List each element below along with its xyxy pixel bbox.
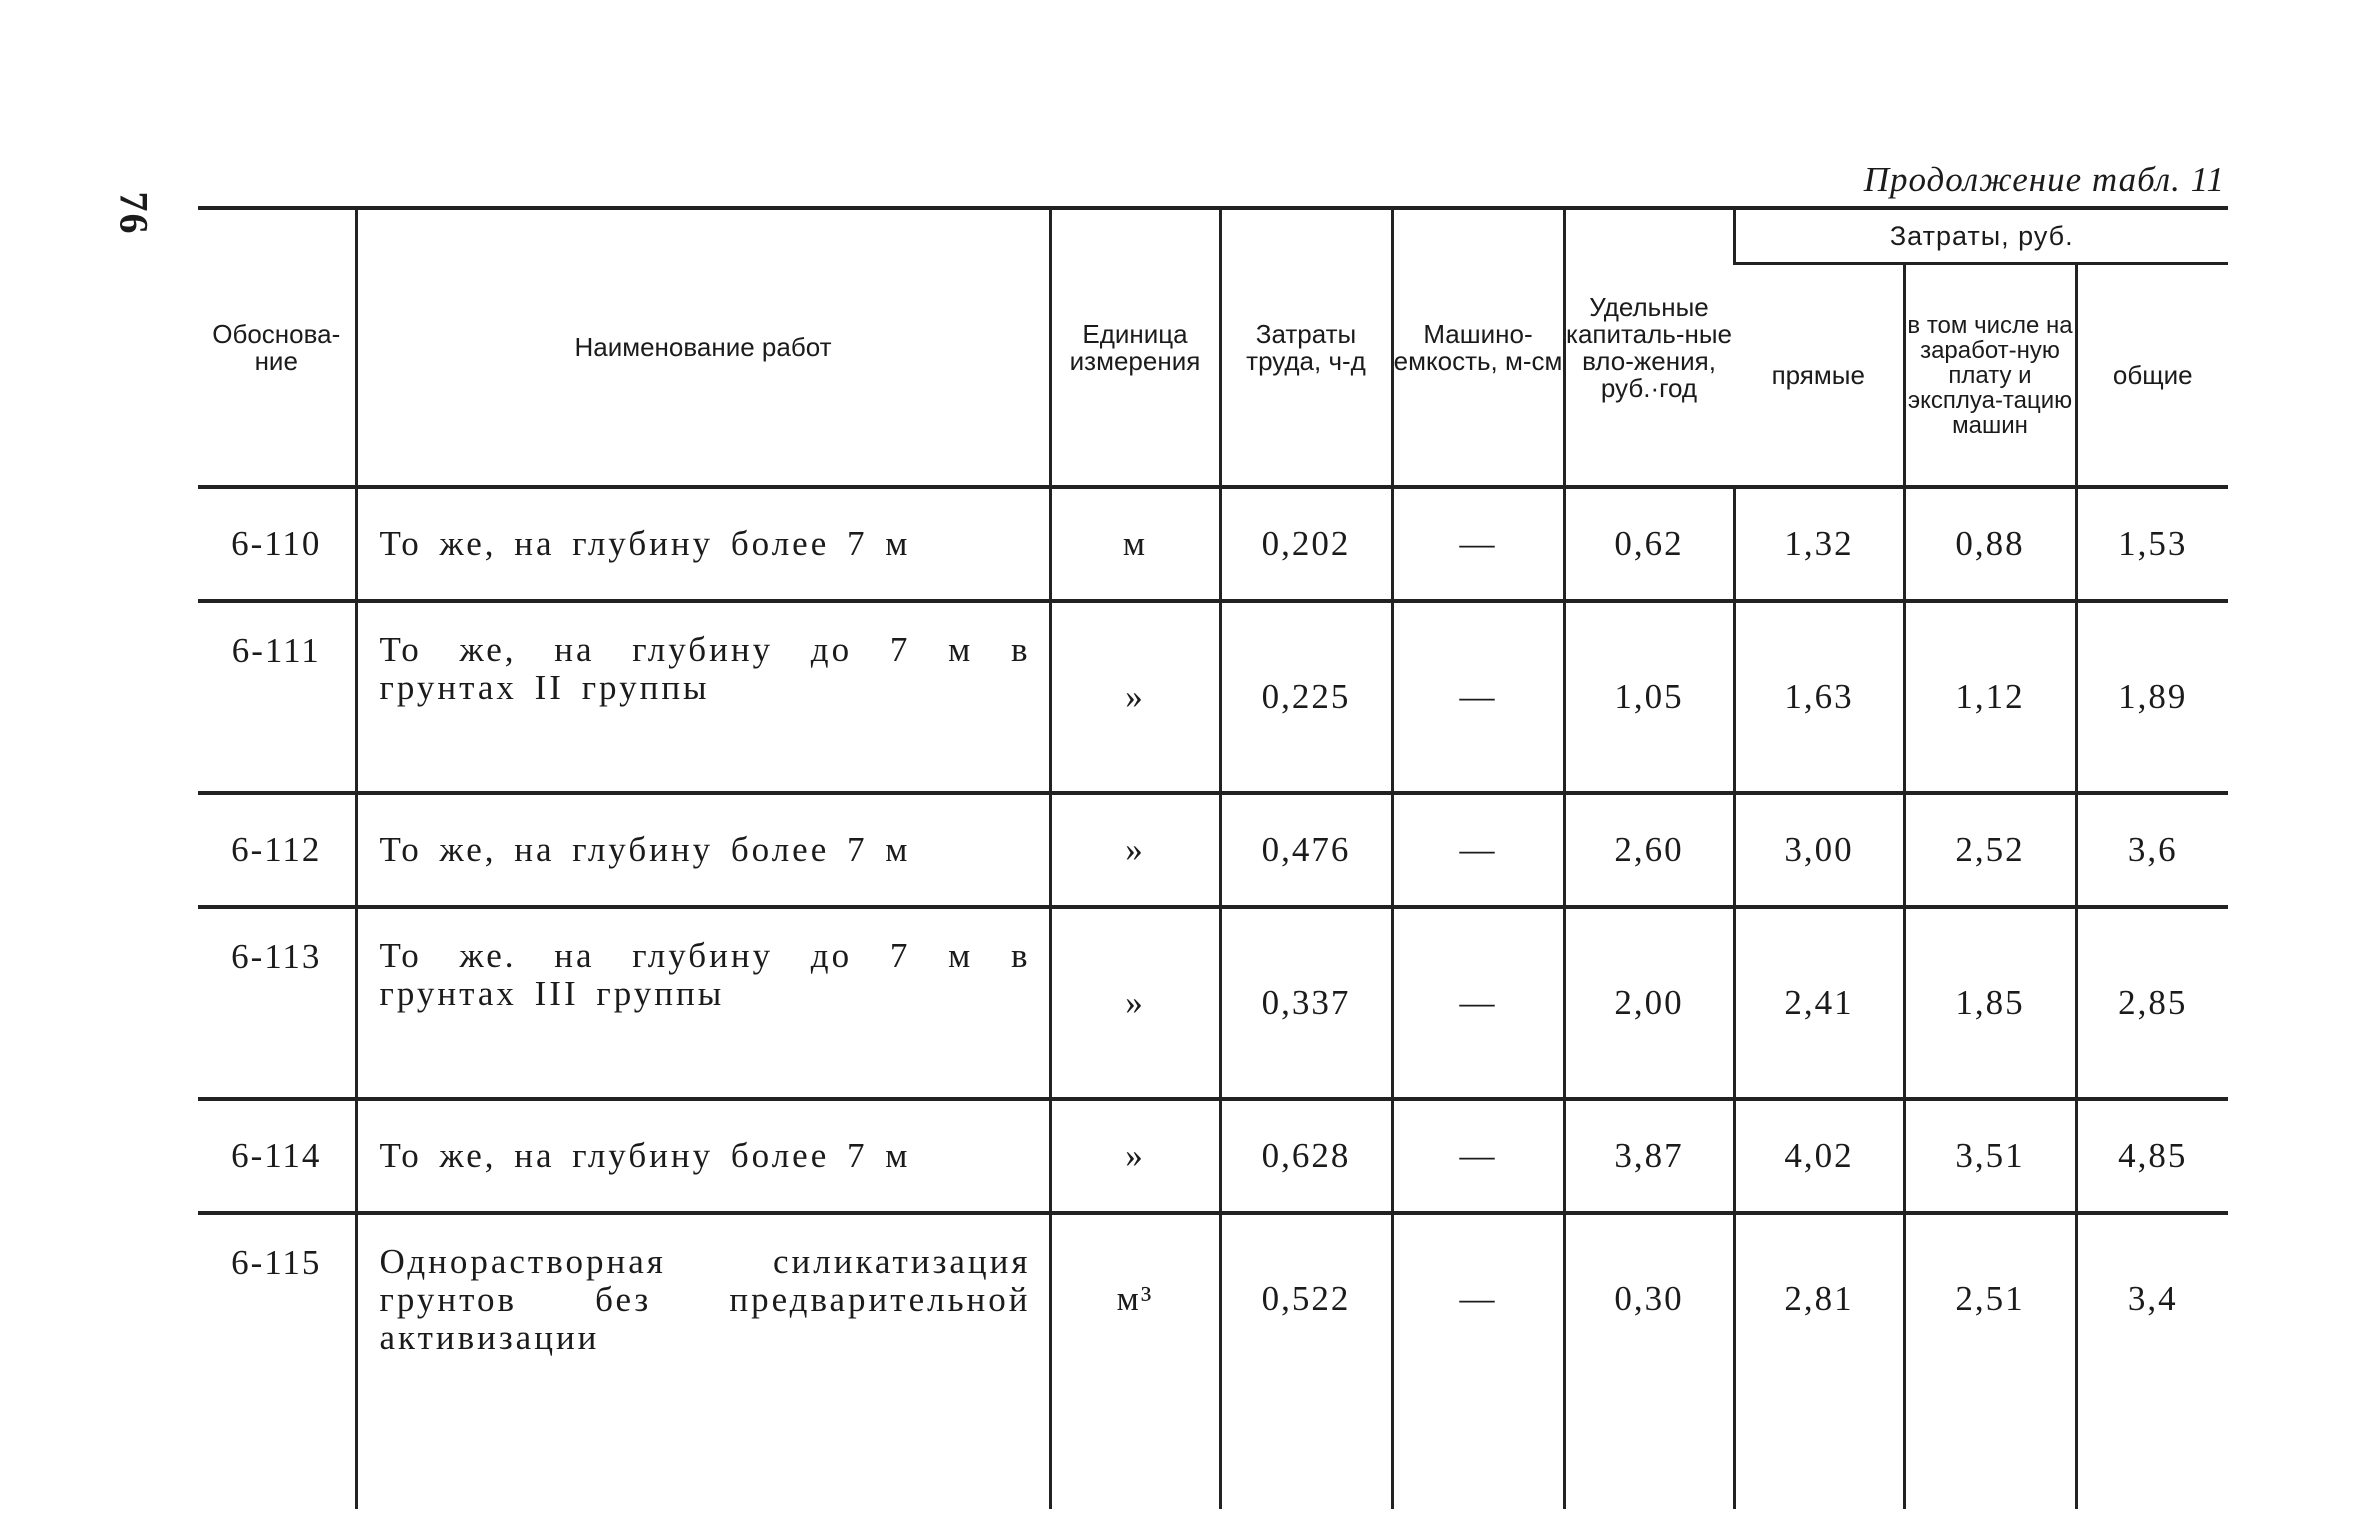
cell-total: 2,85 [2076,907,2228,1099]
table-continuation-caption: Продолжение табл. 11 [1863,160,2225,199]
cell-labor: 0,202 [1220,487,1392,601]
cell-total: 3,6 [2076,793,2228,907]
cell-incl-wages: 1,85 [1904,907,2076,1099]
cell-labor: 0,628 [1220,1099,1392,1213]
table-row [198,793,2228,907]
cell-incl-wages: 2,51 [1904,1213,2076,1509]
cell-machine: — [1392,1099,1564,1213]
cell-unit: » [1050,601,1220,793]
header-work-name: Наименование работ [356,208,1050,487]
cell-basis: 6-111 [231,631,321,670]
cell-machine: — [1392,793,1564,907]
table-row [198,487,2228,601]
cell-capital: 1,05 [1564,601,1734,793]
cell-machine: — [1392,601,1564,793]
cell-work-name: Однорастворная силикатизация грунтов без предварительной активизации [356,1213,1050,1509]
header-incl-wages: в том числе на заработ-ную плату и эксплуа-тацию машин [1904,264,2076,488]
cell-labor: 0,225 [1220,601,1392,793]
cell-incl-wages: 1,12 [1904,601,2076,793]
table-body [198,487,2228,1509]
header-total: общие [2076,264,2228,488]
cell-machine: — [1392,487,1564,601]
table-row [198,601,2228,793]
table-header [198,208,2228,487]
cell-capital: 2,60 [1564,793,1734,907]
cell-unit: » [1050,793,1220,907]
cell-machine: — [1392,907,1564,1099]
cell-direct: 3,00 [1734,793,1904,907]
cell-labor: 0,337 [1220,907,1392,1099]
cell-unit: м³ [1050,1213,1220,1509]
cell-direct: 4,02 [1734,1099,1904,1213]
cell-basis: 6-114 [231,1136,322,1175]
cell-work-name: То же, на глубину более 7 м [356,793,1050,907]
cell-basis: 6-112 [231,830,322,869]
cell-basis: 6-113 [231,937,322,976]
cell-incl-wages: 2,52 [1904,793,2076,907]
cell-direct: 1,32 [1734,487,1904,601]
header-unit: Единица измерения [1050,208,1220,487]
cell-unit: м [1050,487,1220,601]
costs-table [198,206,2228,1509]
cell-unit: » [1050,907,1220,1099]
cell-direct: 1,63 [1734,601,1904,793]
header-direct: прямые [1771,359,1865,390]
cell-basis: 6-115 [231,1243,322,1282]
cell-total: 4,85 [2076,1099,2228,1213]
cell-work-name: То же, на глубину до 7 м в грунтах II группы [356,601,1050,793]
cell-incl-wages: 3,51 [1904,1099,2076,1213]
cell-total: 3,4 [2076,1213,2228,1509]
cell-direct: 2,41 [1734,907,1904,1099]
table-row [198,907,2228,1099]
header-basis: Обоснова-ние [198,208,356,487]
header-costs-group: Затраты, руб. [1734,208,2228,264]
page-number: 76 [111,191,157,236]
header-capital: Удельные капиталь-ные вло-жения, руб.·год [1564,208,1734,487]
cell-unit: » [1050,1099,1220,1213]
cell-capital: 0,30 [1564,1213,1734,1509]
cell-work-name: То же, на глубину более 7 м [356,487,1050,601]
table-row [198,1099,2228,1213]
cell-machine: — [1392,1213,1564,1509]
cell-total: 1,89 [2076,601,2228,793]
header-labor: Затраты труда, ч-д [1220,208,1392,487]
cell-direct: 2,81 [1734,1213,1904,1509]
cell-labor: 0,476 [1220,793,1392,907]
cell-capital: 3,87 [1564,1099,1734,1213]
header-machine: Машино-емкость, м-см [1392,208,1564,487]
cell-work-name: То же, на глубину более 7 м [356,1099,1050,1213]
cell-incl-wages: 0,88 [1904,487,2076,601]
cell-work-name: То же. на глубину до 7 м в грунтах III группы [356,907,1050,1099]
cell-basis: 6-110 [231,524,322,563]
cell-capital: 2,00 [1564,907,1734,1099]
table-row [198,1213,2228,1509]
cell-capital: 0,62 [1564,487,1734,601]
cell-labor: 0,522 [1220,1213,1392,1509]
cell-total: 1,53 [2076,487,2228,601]
